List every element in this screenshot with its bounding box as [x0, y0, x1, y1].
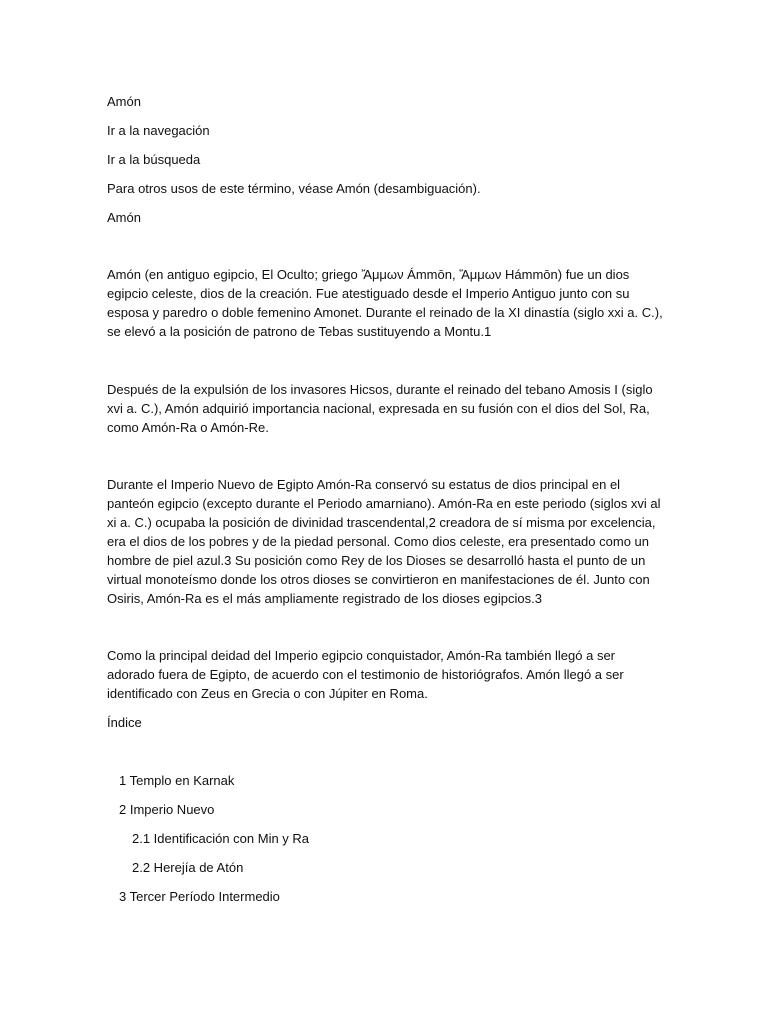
skip-to-navigation-link[interactable]: Ir a la navegación — [107, 123, 210, 138]
toc-item[interactable]: 3 Tercer Período Intermedio — [119, 889, 280, 904]
toc-item[interactable]: 1 Templo en Karnak — [119, 773, 235, 788]
paragraph-text: Durante el Imperio Nuevo de Egipto Amón-Ra conservó su estatus de dios principal en el panteón egipcio (excepto durante el Periodo amarniano). Amón-Ra en este periodo (siglos xvi al xi a. C.) ocupaba la posición de divinidad trascendental,2 creadora de sí misma por excelencia, era el dios de los pobres y de la piedad personal. Como dios celeste, era presentado como un hombre de piel azul.3 Su posición como Rey de los Dioses se desarrolló hasta el punto de un virtual monoteísmo donde los otros dioses se convirtieron en manifestaciones de él. Junto con Osiris, Amón-Ra es el más ampliamente registrado de los dioses egipcios.3 — [107, 477, 661, 606]
article-subtitle: Amón — [107, 210, 141, 225]
paragraph-text: Como la principal deidad del Imperio egipcio conquistador, Amón-Ra también llegó a ser adorado fuera de Egipto, de acuerdo con el testimonio de historiógrafos. Amón llegó a ser identificado con Zeus en Grecia o con Júpiter en Roma. — [107, 648, 624, 701]
paragraph-text: Después de la expulsión de los invasores Hicsos, durante el reinado del tebano Amosis I (siglo xvi a. C.), Amón adquirió importancia nacional, expresada en su fusión con el dios del Sol, Ra, como Amón-Ra o Amón-Re. — [107, 382, 653, 435]
paragraph-empire — [107, 646, 663, 703]
article-title: Amón — [107, 94, 141, 109]
skip-to-search-link[interactable]: Ir a la búsqueda — [107, 152, 201, 167]
toc-subitem[interactable]: 2.2 Herejía de Atón — [132, 860, 244, 875]
paragraph-hyksos — [107, 380, 663, 437]
disambiguation-note: Para otros usos de este término, véase Amón (desambiguación). — [107, 181, 481, 196]
toc-item[interactable]: 2 Imperio Nuevo — [119, 802, 215, 817]
paragraph-text: Amón (en antiguo egipcio, El Oculto; griego Ἄμμων Ámmōn, Ἅμμων Hámmōn) fue un dios egipcio celeste, dios de la creación. Fue atestiguado desde el Imperio Antiguo junto con su esposa y paredro o doble femenino Amonet. Durante el reinado de la XI dinastía (siglo xxi a. C.), se elevó a la posición de patrono de Tebas sustituyendo a Montu.1 — [107, 267, 663, 339]
paragraph-new-kingdom — [107, 475, 663, 608]
index-heading: Índice — [107, 715, 142, 730]
toc-subitem[interactable]: 2.1 Identificación con Min y Ra — [132, 831, 310, 846]
paragraph-intro — [107, 265, 663, 341]
